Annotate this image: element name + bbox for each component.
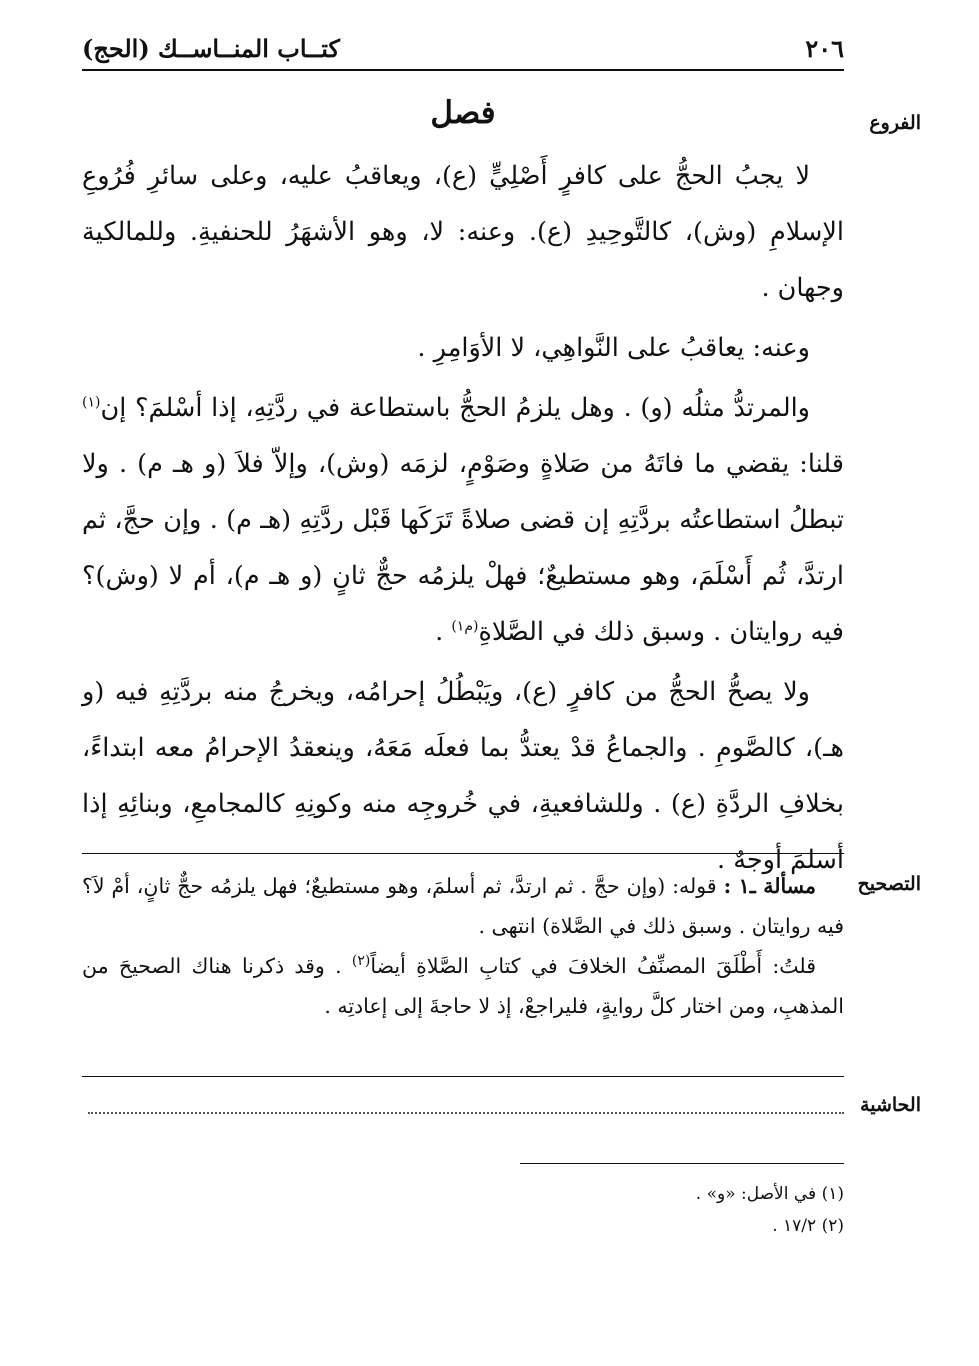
footnote-rule — [520, 1163, 844, 1164]
margin-label-furu: الفروع — [869, 112, 921, 134]
book-title: كتــاب المنــاســك (الحج) — [82, 34, 340, 63]
page-number: ٢٠٦ — [805, 34, 844, 63]
correction-paragraph-2 — [82, 946, 844, 1026]
footnote-2: (٢) ١٧/٢ . — [772, 1216, 844, 1236]
main-text — [82, 148, 844, 888]
correction-section — [82, 866, 844, 1026]
correction-text-2b: . وقد ذكرنا هناك الصحيحَ من المذهبِ، ومن اختار كلَّ روايةٍ، فليراجعْ، إذ لا حاجةَ إلى إعادتِه . — [82, 954, 844, 1018]
paragraph-3-text-a: والمرتدُّ مثلُه (و) . وهل يلزمُ الحجُّ باستطاعة في ردَّتِهِ، إذا أسْلمَ؟ إن — [100, 393, 810, 423]
paragraph-3 — [82, 380, 844, 660]
footnotes — [82, 1178, 844, 1242]
footnote-1: (١) في الأصل: «و» . — [695, 1184, 844, 1204]
masala-label: مسألة ـ١ : — [723, 874, 816, 898]
running-header — [82, 32, 844, 68]
footnote-ref-1: (١) — [82, 394, 101, 411]
footnote-ref-2: (٢) — [351, 953, 371, 970]
margin-label-tashih: التصحيح — [857, 873, 921, 895]
paragraph-3-text-c: . — [435, 617, 452, 647]
correction-ref-1: (م١) — [451, 618, 479, 635]
section-separator-2 — [82, 1076, 844, 1077]
header-rule — [82, 69, 844, 71]
paragraph-3-text-b: قلنا: يقضي ما فاتَهُ من صَلاةٍ وصَوْمٍ، لزمَه (وش)، وإلاّ فلاَ (و هـ م) . ولا تبطلُ استطاعتُه بردَّتِهِ إن قضى صلاةً تَرَكَها قَبْل ردَّتِهِ (هـ م) . وإن حجَّ، ثم ارتدَّ، ثُم أَسْلَمَ، وهو مستطيعٌ؛ فهلْ يلزمُه حجٌّ ثانٍ (و هـ م)، أم لا (وش)؟ فيه روايتان . وسبق ذلك في الصَّلاةِ — [82, 449, 844, 647]
section-heading: فصل — [430, 95, 496, 131]
paragraph-4: ولا يصحُّ الحجُّ من كافرٍ (ع)، ويَبْطُلُ إحرامُه، ويخرجُ منه بردَّتِهِ فيه (و هـ)، كالصَّومِ . والجماعُ قدْ يعتدُّ بما فعلَه مَعَهُ، وينعقدُ الإحرامُ معه ابتداءً، بخلافِ الردَّةِ (ع) . وللشافعيةِ، في خُروجِه منه وكونِهِ كالمجامعِ، وبنائِهِ إذا أسلمَ أوجهٌ . — [82, 677, 844, 875]
paragraph-1: لا يجبُ الحجُّ على كافرٍ أَصْلِيٍّ (ع)، ويعاقبُ عليه، وعلى سائرِ فُرُوعِ الإسلامِ (وش)، كالتَّوحِيدِ (ع). وعنه: لا، وهو الأشهَرُ للحنفيةِ. وللمالكية وجهان . — [82, 161, 844, 303]
margin-label-hashiya: الحاشية — [860, 1094, 921, 1116]
correction-paragraph-1 — [82, 866, 844, 946]
correction-text-1: قوله: (وإن حجَّ . ثم ارتدَّ، ثم أسلمَ، وهو مستطيعٌ؛ فهل يلزمُه حجٌّ ثانٍ، أمْ لاَ؟ فيه روايتان . وسبق ذلك في الصَّلاة) انتهى . — [82, 874, 844, 938]
dotted-line — [88, 1112, 844, 1114]
paragraph-2: وعنه: يعاقبُ على النَّواهِي، لا الأوَامِرِ . — [417, 333, 810, 363]
correction-text-2a: قلتُ: أَطْلَقَ المصنِّفُ الخلافَ في كتابِ الصَّلاةِ أيضاً — [370, 954, 817, 978]
section-separator — [82, 853, 844, 854]
